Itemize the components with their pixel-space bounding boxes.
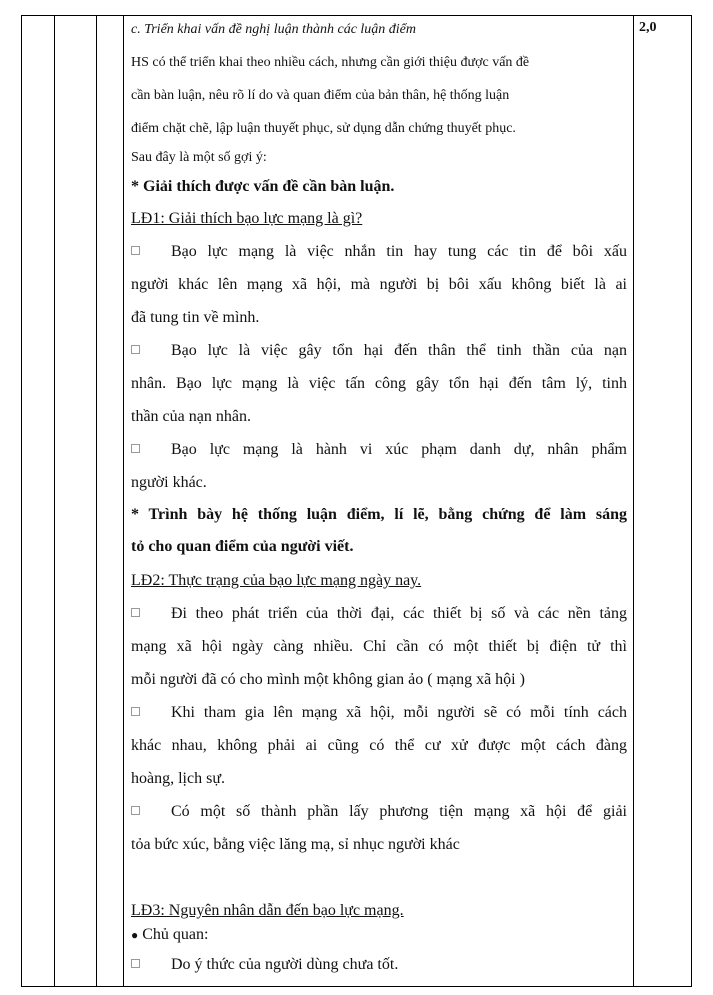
bullet-item: Bạo lực mạng là hành vi xúc phạm danh dự, nhân phẩm [131, 441, 627, 459]
checkbox-bullet-icon [131, 707, 140, 716]
intro-line: cần bàn luận, nêu rõ lí do và quan điểm của bản thân, hệ thống luận [131, 88, 510, 103]
paragraph-line: hoàng, lịch sự. [131, 770, 225, 787]
column-divider-3 [123, 16, 124, 986]
subheading-arguments-cont: tỏ cho quan điểm của người viết. [131, 538, 354, 555]
paragraph-line: mạng xã hội ngày càng nhiều. Chỉ cần có một thiết bị điện tử thì [131, 638, 627, 655]
checkbox-bullet-icon [131, 959, 140, 968]
bullet-item: Bạo lực là việc gây tổn hại đến thân thể tinh thần của nạn [131, 342, 627, 360]
bullet-item: Khi tham gia lên mạng xã hội, mỗi người sẽ có mỗi tính cách [131, 704, 627, 722]
filled-circle-bullet-icon: ● [131, 928, 139, 942]
column-divider-2 [96, 16, 97, 986]
column-divider-4 [633, 16, 634, 986]
score-cell: 2,0 [639, 20, 657, 35]
paragraph-line: nhân. Bạo lực mạng là việc tấn công gây tổn hại đến tâm lý, tinh [131, 375, 627, 392]
bullet-item: Đi theo phát triển của thời đại, các thiết bị số và các nền tảng [131, 605, 627, 623]
checkbox-bullet-icon [131, 246, 140, 255]
paragraph-line: thần của nạn nhân. [131, 408, 251, 425]
paragraph-line: tỏa bức xúc, bằng việc lăng mạ, sỉ nhục người khác [131, 836, 460, 853]
answer-table [21, 15, 692, 987]
checkbox-bullet-icon [131, 345, 140, 354]
checkbox-bullet-icon [131, 444, 140, 453]
section-heading: c. Triển khai vấn đề nghị luận thành các luận điểm [131, 22, 417, 37]
argument-title-1: LĐ1: Giải thích bạo lực mạng là gì? [131, 210, 363, 227]
argument-title-3: LĐ3: Nguyên nhân dẫn đến bạo lực mạng. [131, 902, 404, 919]
intro-line: HS có thể triển khai theo nhiều cách, nhưng cần giới thiệu được vấn đề [131, 55, 530, 70]
subheading-arguments: * Trình bày hệ thống luận điểm, lí lẽ, bằng chứng để làm sáng [131, 506, 627, 523]
paragraph-line: người khác lên mạng xã hội, mà người bị bôi xấu không biết là ai [131, 276, 627, 293]
paragraph-line: khác nhau, không phải ai cũng có thể cư xử được một cách đàng [131, 737, 627, 754]
paragraph-line: mỗi người đã có cho mình một không gian ảo ( mạng xã hội ) [131, 671, 525, 688]
bullet-item: Do ý thức của người dùng chưa tốt. [131, 956, 627, 974]
subheading-explain: * Giải thích được vấn đề cần bàn luận. [131, 178, 395, 195]
paragraph-line: đã tung tin về mình. [131, 309, 260, 326]
dot-bullet-item: ● Chủ quan: [131, 926, 209, 943]
intro-line: điểm chặt chẽ, lập luận thuyết phục, sử dụng dẫn chứng thuyết phục. [131, 121, 516, 136]
checkbox-bullet-icon [131, 806, 140, 815]
checkbox-bullet-icon [131, 608, 140, 617]
paragraph-line: người khác. [131, 474, 207, 491]
argument-title-2: LĐ2: Thực trạng của bạo lực mạng ngày nay. [131, 572, 422, 589]
intro-line: Sau đây là một số gợi ý: [131, 150, 267, 165]
column-divider-1 [54, 16, 55, 986]
bullet-item: Bạo lực mạng là việc nhắn tin hay tung các tin để bôi xấu [131, 243, 627, 261]
bullet-item: Có một số thành phần lấy phương tiện mạng xã hội để giải [131, 803, 627, 821]
